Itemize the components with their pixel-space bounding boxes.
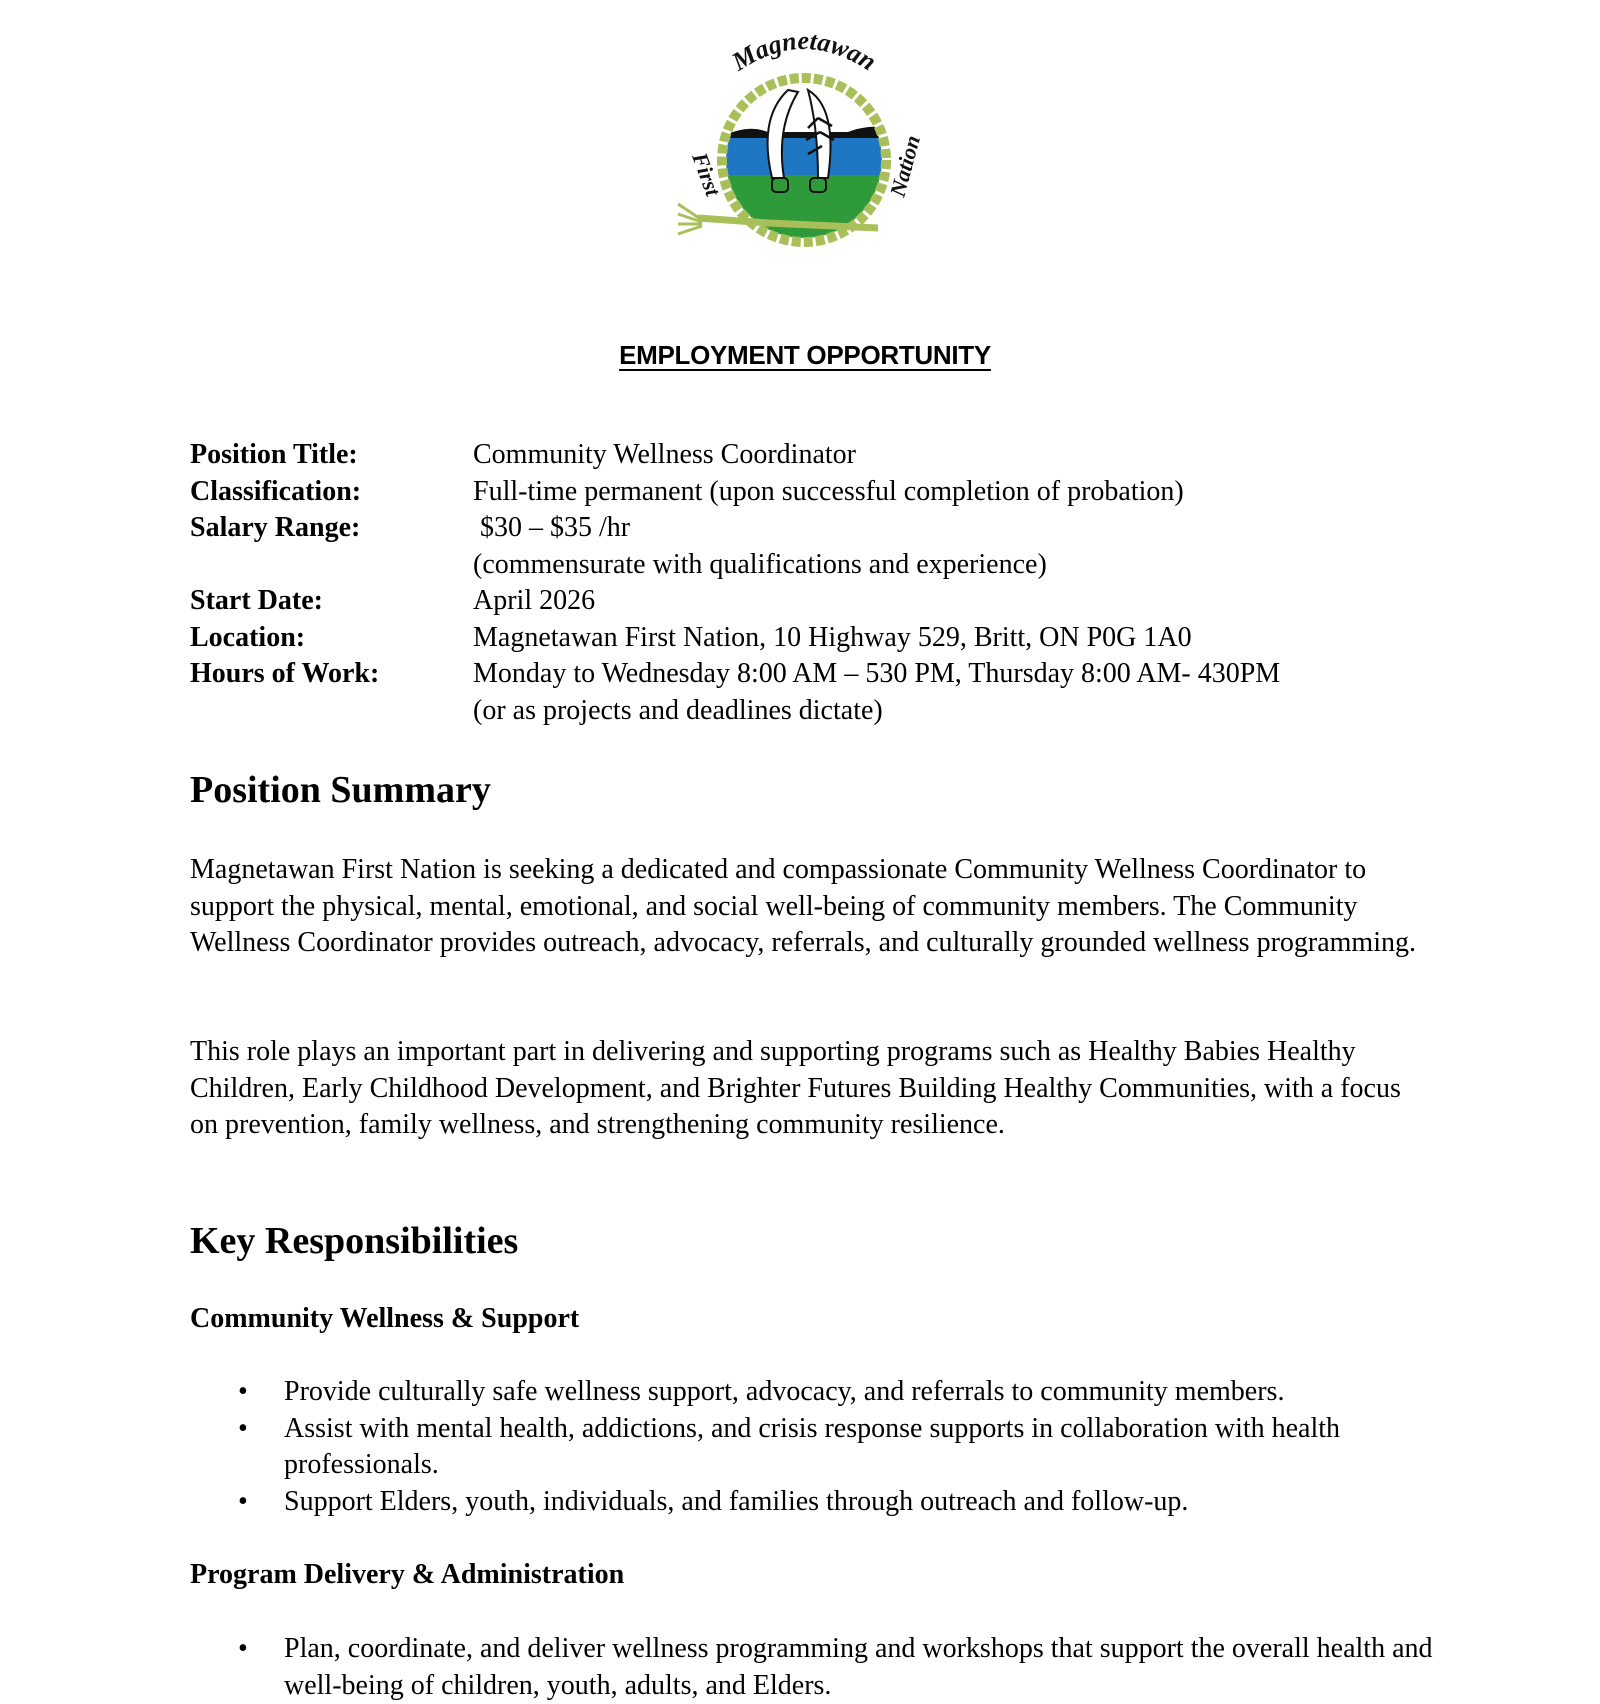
detail-value: Magnetawan First Nation, 10 Highway 529, Britt, ON P0G 1A0 <box>473 621 1192 653</box>
summary-paragraph-2: This role plays an important part in delivering and supporting programs such as Healthy Babies Healthy Children, Early Childhood Development, and Brighter Futures Building Healthy Communities, with a focus on prevention, family wellness, and strengthening community resilience. <box>190 1036 1401 1140</box>
detail-label: Salary Range: <box>190 512 361 543</box>
logo-emblem-icon <box>668 28 940 260</box>
key-responsibilities-heading: Key Responsibilities <box>190 1220 519 1262</box>
summary-paragraph-1: Magnetawan First Nation is seeking a dedicated and compassionate Community Wellness Coordinator to support the physical, mental, emotional, and social well-being of community members. The Community Wellness Coordinator provides outreach, advocacy, referrals, and culturally grounded wellness programming. <box>190 854 1416 958</box>
list-item: • Assist with mental health, addictions, and crisis response supports in collaboration with health professionals. <box>238 1412 1341 1480</box>
detail-value: (or as projects and deadlines dictate) <box>473 694 883 726</box>
bullet-icon: • <box>238 1412 248 1444</box>
program-delivery-list <box>190 1631 1450 1704</box>
detail-row-salary-note <box>190 547 1280 584</box>
detail-label: Location: <box>190 621 306 653</box>
detail-row-start-date <box>190 583 1280 620</box>
detail-label: Start Date: <box>190 585 323 616</box>
section-heading-community-wellness: Community Wellness & Support <box>190 1303 580 1334</box>
magnetawan-first-nation-logo <box>668 28 940 260</box>
detail-row-classification <box>190 474 1280 511</box>
bullet-icon: • <box>238 1485 248 1517</box>
detail-value: $30 – $35 /hr <box>473 512 631 543</box>
detail-label: Hours of Work: <box>190 658 380 689</box>
detail-value: Monday to Wednesday 8:00 AM – 530 PM, Thursday 8:00 AM- 430PM <box>473 658 1281 689</box>
svg-text:Nation: Nation <box>884 132 925 200</box>
community-wellness-list <box>190 1374 1450 1520</box>
bullet-icon: • <box>238 1376 248 1407</box>
list-item: • Provide culturally safe wellness support, advocacy, and referrals to community members. <box>190 1374 1450 1411</box>
detail-label: Position Title: <box>190 439 358 470</box>
position-summary-heading: Position Summary <box>190 769 491 811</box>
detail-row-location <box>190 620 1280 657</box>
svg-text:First: First <box>687 149 726 200</box>
detail-row-hours-note <box>190 693 1280 730</box>
document-title: EMPLOYMENT OPPORTUNITY <box>619 340 991 370</box>
list-item: • Support Elders, youth, individuals, and families through outreach and follow-up. <box>190 1484 1450 1521</box>
job-details <box>190 437 1280 729</box>
detail-row-salary-range <box>190 510 1280 547</box>
svg-text:Magnetawan: Magnetawan <box>726 28 882 77</box>
detail-value: (commensurate with qualifications and experience) <box>473 548 1047 580</box>
detail-label <box>190 547 473 584</box>
detail-value: April 2026 <box>473 585 596 616</box>
detail-label <box>190 693 473 730</box>
detail-value: Community Wellness Coordinator <box>473 439 856 470</box>
section-heading-program-delivery: Program Delivery & Administration <box>190 1559 625 1590</box>
detail-row-position-title <box>190 437 1280 474</box>
bullet-icon: • <box>238 1633 248 1664</box>
detail-row-hours <box>190 656 1280 693</box>
detail-value: Full-time permanent (upon successful completion of probation) <box>473 475 1184 507</box>
list-item: • Plan, coordinate, and deliver wellness programming and workshops that support the overall health and well-being of children, youth, adults, and Elders. <box>238 1633 1433 1701</box>
detail-label: Classification: <box>190 475 362 507</box>
